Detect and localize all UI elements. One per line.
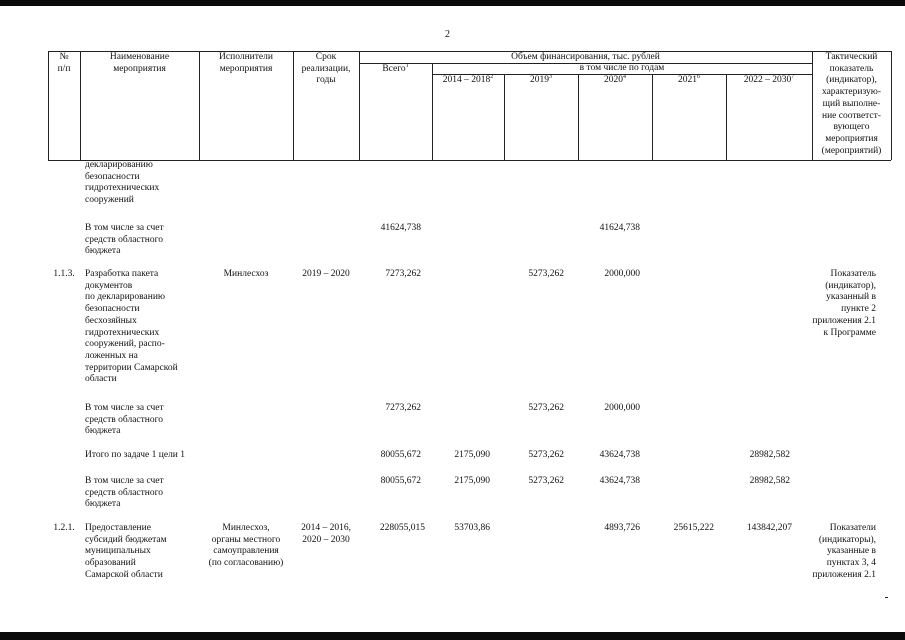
header-num: № п/п [57, 52, 71, 74]
row-num: 1.2.1. [53, 523, 75, 533]
header-by-years: в том числе по годам [579, 63, 665, 73]
row-name: декларированию безопасности гидротехнических сооружений [85, 160, 160, 206]
row-2022-2030: 143842,207 [746, 523, 792, 533]
row-total: 228055,015 [379, 523, 425, 533]
row-2019: 5273,262 [528, 403, 564, 413]
header-term: Срок реализации, годы [301, 52, 351, 86]
scan-border-top [0, 0, 905, 6]
header-year-2022-2030: 2022 – 2030$^7$ [743, 73, 795, 85]
header-funding: Объем финансирования, тыс. рублей [511, 52, 660, 62]
row-2014-2018: 2175,090 [454, 476, 490, 486]
header-year-2014-2018: 2014 – 2018$^2$ [442, 73, 494, 85]
row-2014-2018: 2175,090 [454, 450, 490, 460]
scan-border-bottom [0, 632, 905, 640]
header-year-2019: 2019$^3$ [530, 73, 552, 85]
row-indicator: Показатели (индикаторы), указанные в пунктах 3, 4 приложения 2.1 [812, 523, 876, 580]
header-indicator: Тактический показатель (индикатор), характеризую- щий выполне- ние соответст- вующего мероприятия (мероприятий) [821, 52, 882, 156]
header-year-2020: 2020$^4$ [604, 73, 626, 85]
row-num: 1.1.3. [53, 269, 75, 279]
row-name: Предоставление субсидий бюджетам муниципальных образований Самарской области [85, 523, 167, 580]
header-year-2021: 2021$^6$ [678, 73, 700, 85]
row-2020: 2000,000 [604, 269, 640, 279]
row-2020: 41624,738 [599, 223, 640, 233]
row-total: 41624,738 [380, 223, 421, 233]
row-2022-2030: 28982,582 [749, 476, 790, 486]
row-total: 80055,672 [380, 450, 421, 460]
row-name: В том числе за счет средств областного бюджета [85, 223, 164, 257]
row-2020: 2000,000 [604, 403, 640, 413]
row-2014-2018: 53703,86 [454, 523, 490, 533]
row-executor: Минлесхоз [223, 269, 269, 279]
row-2021: 25615,222 [673, 523, 714, 533]
row-2020: 43624,738 [599, 476, 640, 486]
row-name: Разработка пакета документов по декларированию безопасности бесхозяйных гидротехнических сооружений, распо- ложенных на территории Самарской области [85, 269, 178, 385]
row-name: Итого по задаче 1 цели 1 [85, 450, 186, 460]
row-2019: 5273,262 [528, 476, 564, 486]
row-term: 2014 – 2016, 2020 – 2030 [301, 523, 351, 545]
row-total: 80055,672 [380, 476, 421, 486]
row-indicator: Показатель (индикатор), указанный в пункте 2 приложения 2.1 к Программе [812, 269, 876, 338]
header-executors: Исполнители мероприятия [219, 52, 273, 74]
row-name: В том числе за счет средств областного бюджета [85, 403, 164, 437]
row-term: 2019 – 2020 [302, 269, 350, 279]
row-2019: 5273,262 [528, 450, 564, 460]
row-total: 7273,262 [385, 403, 421, 413]
row-2020: 4893,726 [604, 523, 640, 533]
page-number: 2 [445, 29, 450, 40]
row-name: В том числе за счет средств областного бюджета [85, 476, 164, 510]
header-name: Наименование мероприятия [109, 52, 170, 74]
row-2022-2030: 28982,582 [749, 450, 790, 460]
row-total: 7273,262 [385, 269, 421, 279]
row-executor: Минлесхоз, органы местного самоуправления (по согласованию) [208, 523, 284, 569]
row-2019: 5273,262 [528, 269, 564, 279]
header-total: Всего$^1$ [382, 62, 409, 74]
scan-speck [885, 597, 888, 598]
row-2020: 43624,738 [599, 450, 640, 460]
